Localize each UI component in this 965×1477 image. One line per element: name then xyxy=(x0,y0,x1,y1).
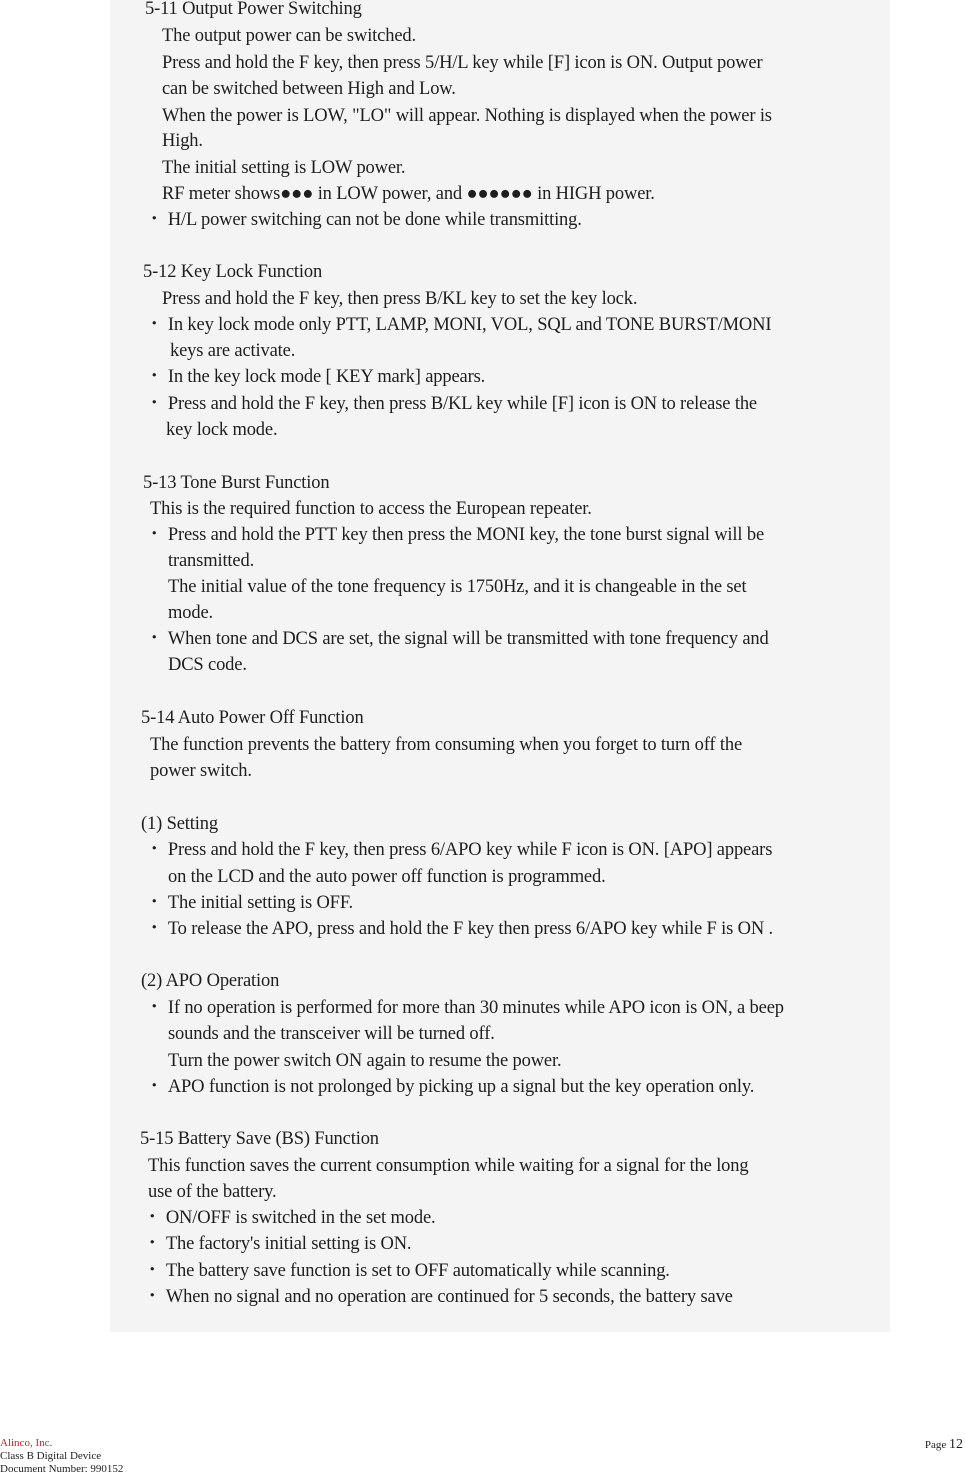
text-line: ・ The factory's initial setting is ON. xyxy=(143,1234,412,1254)
text-line: This function saves the current consumption while waiting for a signal for the long xyxy=(148,1156,749,1176)
text-line: ・ APO function is not prolonged by picking up a signal but the key operation only. xyxy=(145,1077,755,1097)
text-line: 5-15 Battery Save (BS) Function xyxy=(140,1129,379,1149)
text-line: ・ ON/OFF is switched in the set mode. xyxy=(143,1208,436,1228)
text-line: 5-14 Auto Power Off Function xyxy=(141,708,364,728)
text-line: Press and hold the F key, then press B/KL key to set the key lock. xyxy=(162,289,638,309)
text-line: ・ H/L power switching can not be done while transmitting. xyxy=(145,210,582,230)
text-line: ・ Press and hold the PTT key then press the MONI key, the tone burst signal will be xyxy=(145,525,765,545)
device-class: Class B Digital Device xyxy=(0,1450,102,1462)
text-line: ・ To release the APO, press and hold the F key then press 6/APO key while F is ON . xyxy=(145,919,774,939)
text-line: The function prevents the battery from consuming when you forget to turn off the xyxy=(150,735,743,755)
page-label: Page xyxy=(924,1439,947,1451)
text-line: sounds and the transceiver will be turned off. xyxy=(168,1024,495,1044)
text-line: The initial setting is LOW power. xyxy=(162,158,406,178)
text-line: 5-12 Key Lock Function xyxy=(143,262,323,282)
text-line: use of the battery. xyxy=(148,1182,277,1202)
text-line: transmitted. xyxy=(168,551,255,571)
text-line: (2) APO Operation xyxy=(141,971,280,991)
text-line: High. xyxy=(162,131,203,151)
text-line: ・ Press and hold the F key, then press 6/APO key while F icon is ON. [APO] appears xyxy=(145,840,773,860)
text-line: (1) Setting xyxy=(141,814,218,834)
text-line: The output power can be switched. xyxy=(162,26,416,46)
text-line: RF meter shows●●● in LOW power, and ●●●●●● in HIGH power. xyxy=(162,184,655,204)
text-line: keys are activate. xyxy=(170,341,296,361)
text-line: mode. xyxy=(168,603,213,623)
text-line: can be switched between High and Low. xyxy=(162,79,456,99)
page-indicator xyxy=(925,1437,963,1453)
text-line: ・ In the key lock mode [ KEY mark] appears. xyxy=(145,367,486,387)
text-line: ・ When no signal and no operation are continued for 5 seconds, the battery save xyxy=(143,1287,733,1307)
text-line: ・ Press and hold the F key, then press B/KL key while [F] icon is ON to release the xyxy=(145,394,757,414)
text-line: 5-13 Tone Burst Function xyxy=(143,473,330,493)
text-line: Turn the power switch ON again to resume the power. xyxy=(168,1051,562,1071)
text-line: When the power is LOW, "LO" will appear. Nothing is displayed when the power is xyxy=(162,106,772,126)
text-line: power switch. xyxy=(150,761,252,781)
company-name: Alinco, Inc. xyxy=(0,1437,53,1449)
footer-info xyxy=(0,1437,123,1476)
text-line: ・ When tone and DCS are set, the signal will be transmitted with tone frequency and xyxy=(145,629,769,649)
text-line: ・ If no operation is performed for more than 30 minutes while APO icon is ON, a beep xyxy=(145,998,784,1018)
text-line: ・ In key lock mode only PTT, LAMP, MONI, VOL, SQL and TONE BURST/MONI xyxy=(145,315,772,335)
document-number: Document Number: 990152 xyxy=(0,1463,124,1475)
text-line: on the LCD and the auto power off function is programmed. xyxy=(168,867,606,887)
scanned-page xyxy=(110,0,890,1332)
text-line: ・ The initial setting is OFF. xyxy=(145,893,353,913)
text-line: Press and hold the F key, then press 5/H/L key while [F] icon is ON. Output power xyxy=(162,53,763,73)
text-line: ・ The battery save function is set to OFF automatically while scanning. xyxy=(143,1261,670,1281)
text-line: DCS code. xyxy=(168,655,247,675)
page-number: 12 xyxy=(949,1437,963,1452)
text-line: key lock mode. xyxy=(166,420,278,440)
text-line: 5-11 Output Power Switching xyxy=(145,0,362,19)
scanned-text-block xyxy=(110,0,890,1332)
text-line: The initial value of the tone frequency is 1750Hz, and it is changeable in the set xyxy=(168,577,747,597)
text-line: This is the required function to access the European repeater. xyxy=(150,499,592,519)
